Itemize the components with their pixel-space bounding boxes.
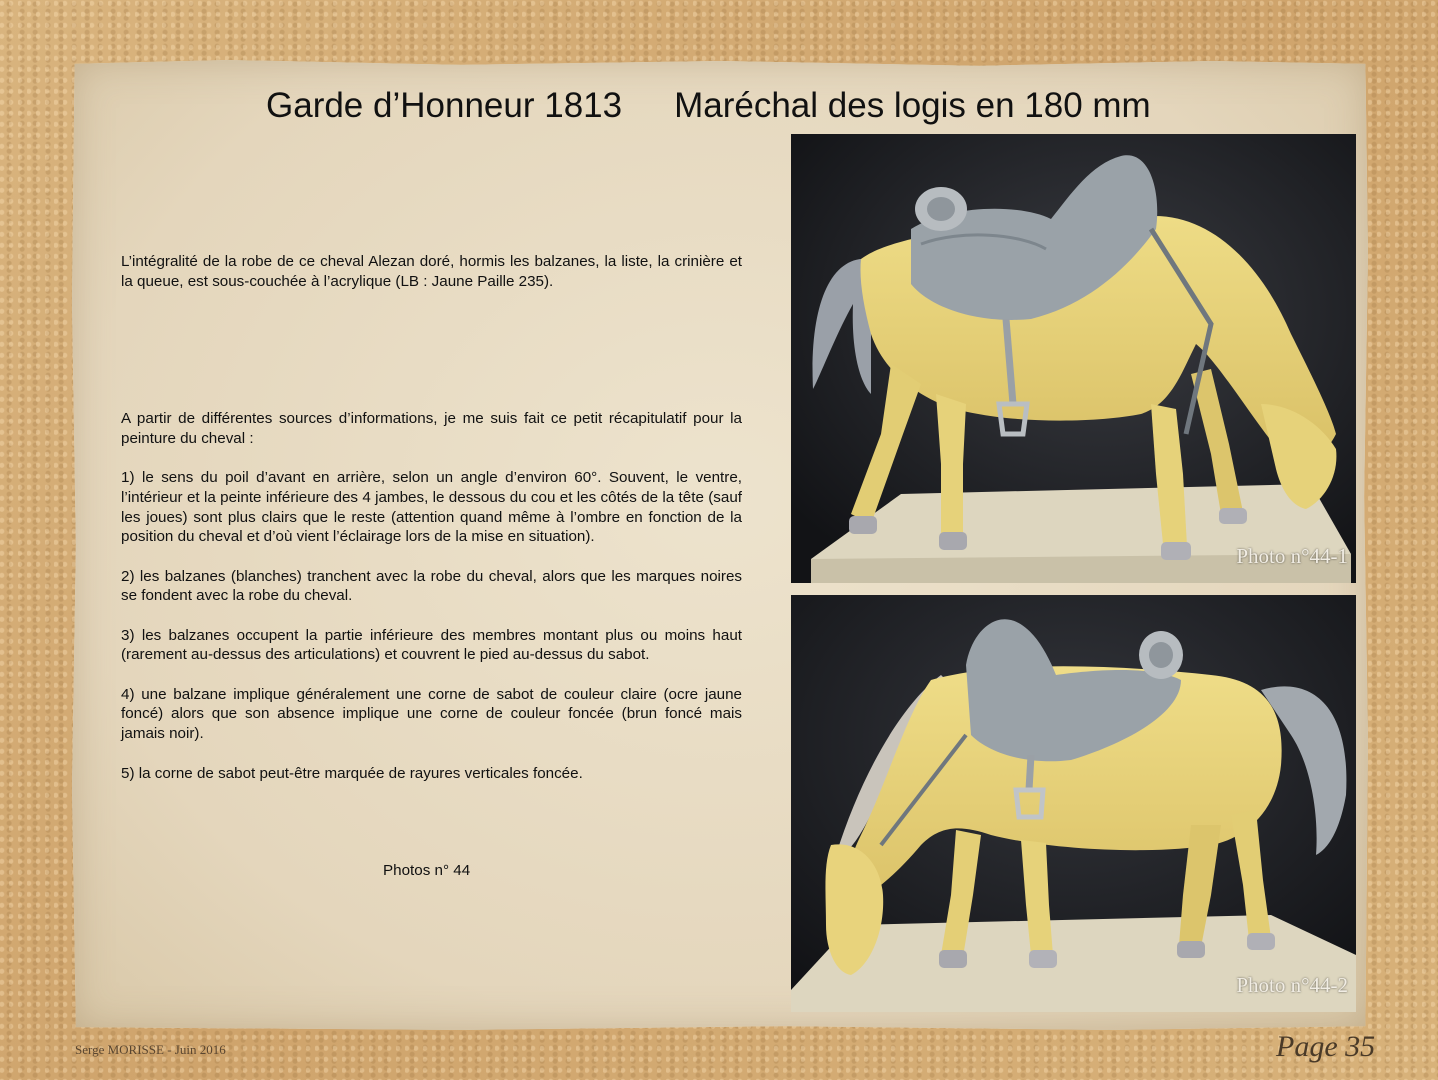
note-4: 4) une balzane implique généralement une corne de sabot de couleur claire (ocre jaune foncé) alors que son absence implique une corne de couleur foncée (brun foncé mais jamais noir). [121,685,742,743]
notes-block [121,409,742,783]
title-right: Maréchal des logis en 180 mm [674,86,1151,125]
horse-photo-2 [791,595,1356,1012]
footer-author: Serge MORISSE - Juin 2016 [75,1042,226,1057]
intro-paragraph [121,252,742,291]
page-title [266,86,1226,130]
note-5: 5) la corne de sabot peut-être marquée de rayures verticales foncée. [121,764,583,782]
note-2: 2) les balzanes (blanches) tranchent avec la robe du cheval, alors que les marques noires se fondent avec la robe du cheval. [121,567,742,605]
horse-photo-1 [791,134,1356,583]
photo-44-2 [791,595,1356,1012]
photo-44-1 [791,134,1356,583]
note-3: 3) les balzanes occupent la partie inférieure des membres montant plus ou moins haut (rarement au-dessus des articulations) et couvrent le pied au-dessus du sabot. [121,626,742,664]
note-1: 1) le sens du poil d’avant en arrière, selon un angle d’environ 60°. Souvent, le ventre, l’intérieur et la peinte inférieure des 4 jambes, le dessous du cou et les côtés de la tête (sauf les joues) sont plus clairs que le reste (attention quand même à l’ombre en fonction de la position du cheval et d’où vient l’éclairage lors de la mise en situation). [121,469,742,546]
page-number: Page 35 [1276,1030,1376,1063]
title-left: Garde d’Honneur 1813 [266,86,623,125]
photos-caption: Photos n° 44 [383,862,471,879]
notes-intro: A partir de différentes sources d’informations, je me suis fait ce petit récapitulatif pour la peinture du cheval : [121,410,742,447]
intro-text: L’intégralité de la robe de ce cheval Alezan doré, hormis les balzanes, la liste, la crinière et la queue, est sous-couchée à l’acrylique (LB : Jaune Paille 235). [121,253,742,290]
photo-label-2: Photo n°44-2 [1236,973,1348,997]
photo-label-1: Photo n°44-1 [1236,544,1348,568]
